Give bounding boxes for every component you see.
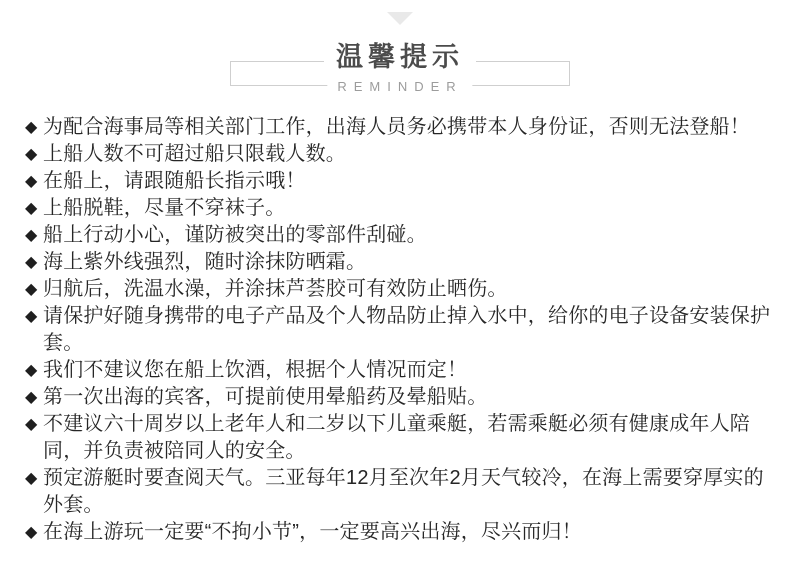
notice-item [25, 357, 778, 384]
notice-text: 第一次出海的宾客，可提前使用晕船药及晕船贴。 [43, 386, 488, 408]
notice-text: 请保护好随身携带的电子产品及个人物品防止掉入水中，给你的电子设备安装保护套。 [43, 305, 771, 354]
page-header [0, 0, 800, 102]
notice-item [25, 114, 778, 141]
notice-text: 不建议六十周岁以上老年人和二岁以下儿童乘艇，若需乘艇必须有健康成年人陪同，并负责被陪同人的安全。 [43, 413, 750, 462]
diamond-bullet-icon: ◆ [25, 470, 38, 487]
notice-item [25, 168, 778, 195]
notice-item [25, 465, 778, 519]
notice-item [25, 249, 778, 276]
notice-item [25, 519, 778, 546]
notice-text: 上船脱鞋，尽量不穿袜子。 [43, 197, 286, 219]
notice-item [25, 141, 778, 168]
notice-text: 预定游艇时要查阅天气。三亚每年12月至次年2月天气较冷，在海上需要穿厚实的外套。 [43, 467, 764, 516]
diamond-bullet-icon: ◆ [25, 389, 38, 406]
diamond-bullet-icon: ◆ [25, 200, 38, 217]
page-title: 温馨提示 [324, 44, 476, 71]
notice-text: 为配合海事局等相关部门工作，出海人员务必携带本人身份证，否则无法登船！ [43, 116, 750, 138]
diamond-bullet-icon: ◆ [25, 416, 38, 433]
notice-text: 归航后，洗温水澡，并涂抹芦荟胶可有效防止晒伤。 [43, 278, 508, 300]
diamond-bullet-icon: ◆ [25, 308, 38, 325]
notice-item [25, 384, 778, 411]
diamond-bullet-icon: ◆ [25, 119, 38, 136]
diamond-bullet-icon: ◆ [25, 524, 38, 541]
notice-text: 在海上游玩一定要“不拘小节”，一定要高兴出海，尽兴而归！ [43, 521, 582, 543]
down-triangle-icon [387, 12, 413, 25]
notice-item [25, 411, 778, 465]
notice-text: 我们不建议您在船上饮酒，根据个人情况而定！ [43, 359, 468, 381]
notice-text: 海上紫外线强烈，随时涂抹防晒霜。 [43, 251, 367, 273]
notice-text: 船上行动小心，谨防被突出的零部件刮碰。 [43, 224, 427, 246]
diamond-bullet-icon: ◆ [25, 146, 38, 163]
diamond-bullet-icon: ◆ [25, 254, 38, 271]
diamond-bullet-icon: ◆ [25, 281, 38, 298]
diamond-bullet-icon: ◆ [25, 227, 38, 244]
notice-item [25, 303, 778, 357]
diamond-bullet-icon: ◆ [25, 362, 38, 379]
notice-item [25, 222, 778, 249]
notice-text: 上船人数不可超过船只限载人数。 [43, 143, 346, 165]
notice-item [25, 276, 778, 303]
diamond-bullet-icon: ◆ [25, 173, 38, 190]
page-subtitle: REMINDER [327, 80, 472, 94]
notice-list [0, 102, 800, 546]
notice-item [25, 195, 778, 222]
notice-text: 在船上，请跟随船长指示哦！ [43, 170, 306, 192]
